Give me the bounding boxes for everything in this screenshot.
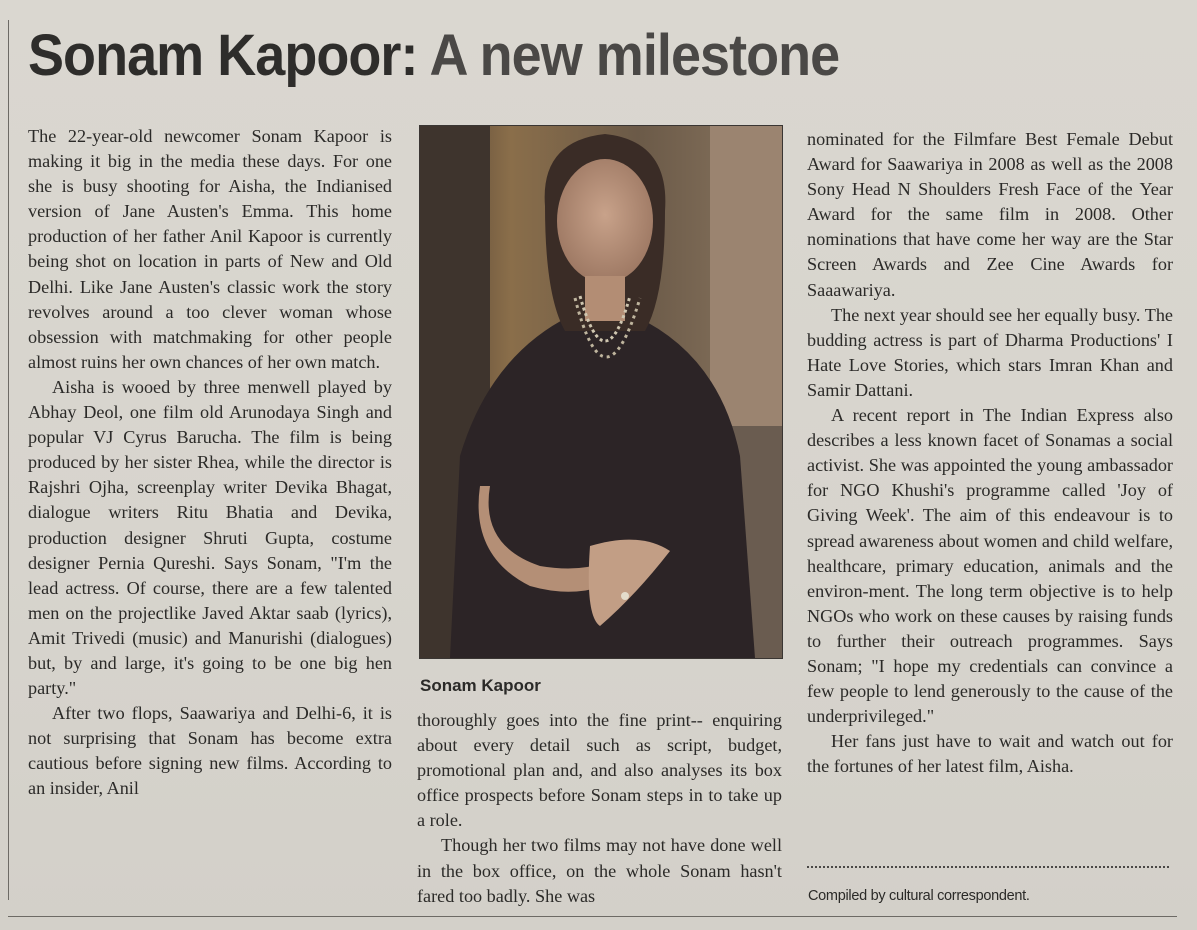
- photo-caption: Sonam Kapoor: [420, 676, 541, 695]
- headline-subtitle: A new milestone: [429, 23, 840, 88]
- headline-name: Sonam Kapoor:: [28, 23, 418, 88]
- paragraph: The next year should see her equally busy. The budding actress is part of Dharma Productions' I Hate Love Stories, which stars Imran Khan and Samir Dattani.: [807, 304, 1173, 400]
- sonam-kapoor-photo: [419, 125, 783, 659]
- paragraph: After two flops, Saawariya and Delhi-6, it is not surprising that Sonam has become extra cautious before signing new films. According to an insider, Anil: [28, 703, 392, 799]
- paragraph: The 22-year-old newcomer Sonam Kapoor is making it big in the media these days. For one she is busy shooting for Aisha, the Indianised version of Jane Austen's Emma. This home production of her father Anil Kapoor is currently being shot on location in parts of New and Old Delhi. Like Jane Austen's classic work the story revolves around a too clever woman whose obsession with matchmaking for other people almost ruins her own chances of her own match.: [28, 126, 392, 372]
- byline-credit: Compiled by cultural correspondent.: [808, 888, 1030, 904]
- article-column-1: [28, 124, 392, 802]
- paragraph: thoroughly goes into the fine print-- enquiring about every detail such as script, budget, promotional plan and, and also analyses its box office prospects before Sonam steps in to take up a role.: [417, 710, 782, 831]
- dotted-divider: [807, 866, 1169, 868]
- column-rule: [8, 20, 9, 900]
- headline: [28, 16, 1098, 96]
- paragraph: Though her two films may not have done well in the box office, on the whole Sonam hasn't fared too badly. She was: [417, 835, 782, 906]
- paragraph: Aisha is wooed by three menwell played by Abhay Deol, one film old Arunodaya Singh and popular VJ Cyrus Barucha. The film is being produced by her sister Rhea, while the director is Rajshri Ojha, screenplay writer Devika Bhagat, dialogue writers Ritu Bhatia and Devika, production designer Shruti Gupta, costume designer Pernia Qureshi. Says Sonam, "I'm the lead actress. Of course, there are a few talented men on the projectlike Javed Aktar saab (lyrics), Amit Trivedi (music) and Manurishi (dialogues) but, by and large, it's going to be one big hen party.": [28, 376, 392, 699]
- bottom-rule: [8, 916, 1177, 917]
- paragraph: Her fans just have to wait and watch out for the fortunes of her latest film, Aisha.: [807, 731, 1173, 777]
- paragraph: A recent report in The Indian Express also describes a less known facet of Sonamas a social activist. She was appointed the young ambassador for NGO Khushi's programme called 'Joy of Giving Week'. The aim of this endeavour is to spread awareness about women and child welfare, healthcare, primary education, animals and the environ-ment. The long term objective is to help NGOs who work on these causes by raising funds to further their outreach programmes. Says Sonam; "I hope my credentials can convince a few people to lend generously to the cause of the underprivileged.": [807, 405, 1173, 727]
- article-column-3: [807, 127, 1173, 779]
- article-column-2: [417, 708, 782, 909]
- paragraph: nominated for the Filmfare Best Female Debut Award for Saawariya in 2008 as well as the 2008 Sony Head N Shoulders Fresh Face of the Year Award for the same film in 2008. Other nominations that have come her way are the Star Screen Awards and Zee Cine Awards for Saaawariya.: [807, 129, 1173, 300]
